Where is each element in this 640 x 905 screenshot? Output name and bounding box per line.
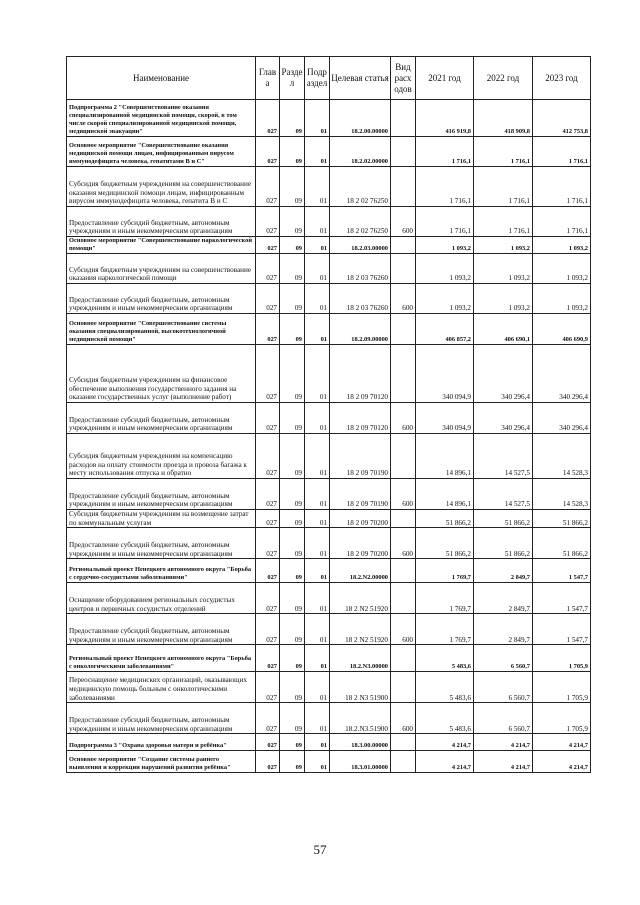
header-statya: Целевая статья [330,57,391,100]
row-glava: 027 [256,345,280,403]
row-2023: 51 866,2 [533,510,591,528]
row-podrazdel: 01 [305,559,330,583]
row-2021: 406 857,2 [416,314,474,345]
row-vid [391,314,416,345]
row-statya: 18 2 09 70200 [330,528,391,559]
row-vid [391,751,416,773]
header-2021: 2021 год [416,57,474,100]
row-2022: 1 093,2 [474,254,533,284]
row-2022: 6 560,7 [474,672,533,703]
row-2021: 1 093,2 [416,254,474,284]
row-2023: 1 716,1 [533,207,591,237]
table-row [67,672,591,703]
row-razdel: 09 [280,207,305,237]
row-2023: 406 690,9 [533,314,591,345]
row-razdel: 09 [280,100,305,137]
row-glava: 027 [256,614,280,645]
row-2023: 1 093,2 [533,237,591,254]
table-row [67,403,591,434]
table-row [67,100,591,137]
row-name: Предоставление субсидий бюджетным, автономным учреждениям и иным некоммерческим организациям [67,207,256,237]
row-2021: 416 919,8 [416,100,474,137]
row-2022: 2 849,7 [474,614,533,645]
row-2023: 340 296,4 [533,403,591,434]
row-podrazdel: 01 [305,434,330,479]
row-podrazdel: 01 [305,284,330,314]
row-podrazdel: 01 [305,734,330,751]
row-2021: 1 769,7 [416,583,474,614]
row-glava: 027 [256,167,280,207]
row-2023: 1 093,2 [533,284,591,314]
row-2022: 340 296,4 [474,403,533,434]
row-statya: 18 2 09 70190 [330,434,391,479]
row-2021: 1 716,1 [416,137,474,167]
row-vid [391,734,416,751]
row-razdel: 09 [280,434,305,479]
row-razdel: 09 [280,403,305,434]
row-vid [391,645,416,672]
table-row [67,614,591,645]
header-vid: Вид расх одов [391,57,416,100]
row-2022: 340 296,4 [474,345,533,403]
row-statya: 18 2 09 70200 [330,510,391,528]
row-2021: 1 769,7 [416,614,474,645]
row-razdel: 09 [280,167,305,207]
row-name: Субсидия бюджетным учреждениям на финансовое обеспечение выполнения государственного задания на оказание государственных услуг (выполнение работ) [67,345,256,403]
row-glava: 027 [256,314,280,345]
table-row [67,207,591,237]
row-name: Предоставление субсидий бюджетным, автономным учреждениям и иным некоммерческим организациям [67,703,256,734]
row-glava: 027 [256,479,280,510]
row-glava: 027 [256,434,280,479]
row-glava: 027 [256,583,280,614]
header-name: Наименование [67,57,256,100]
row-statya: 18.2.00.00000 [330,100,391,137]
row-vid [391,672,416,703]
row-2022: 14 527,5 [474,434,533,479]
row-razdel: 09 [280,314,305,345]
row-name: Основное мероприятие "Создание системы раннего выявления и коррекции нарушений развития ребёнка" [67,751,256,773]
row-name: Основное мероприятие "Совершенствование системы оказания специализированной, высокотехнологичной медицинской помощи" [67,314,256,345]
row-2021: 5 483,6 [416,672,474,703]
row-2022: 51 866,2 [474,510,533,528]
header-glava: Глав а [256,57,280,100]
table-header-row [67,57,591,100]
row-2023: 1 547,7 [533,583,591,614]
row-podrazdel: 01 [305,645,330,672]
row-2021: 340 094,9 [416,345,474,403]
row-2022: 51 866,2 [474,528,533,559]
row-2021: 4 214,7 [416,751,474,773]
row-vid: 600 [391,614,416,645]
row-glava: 027 [256,559,280,583]
row-glava: 027 [256,751,280,773]
budget-table [66,56,591,773]
table-row [67,559,591,583]
row-2021: 5 483,6 [416,703,474,734]
row-2021: 1 769,7 [416,559,474,583]
row-razdel: 09 [280,237,305,254]
table-row [67,734,591,751]
row-podrazdel: 01 [305,583,330,614]
row-razdel: 09 [280,137,305,167]
row-razdel: 09 [280,254,305,284]
row-podrazdel: 01 [305,137,330,167]
row-name: Субсидия бюджетным учреждениям на совершенствование оказания медицинской помощи лицам, инфицированным вирусом иммунодефицита человека, гепатита В и С [67,167,256,207]
header-2022: 2022 год [474,57,533,100]
row-vid: 600 [391,479,416,510]
row-name: Субсидия бюджетным учреждениям на совершенствование оказания наркологической помощи [67,254,256,284]
row-statya: 18 2 09 70120 [330,345,391,403]
table-row [67,479,591,510]
row-glava: 027 [256,100,280,137]
row-2023: 412 753,8 [533,100,591,137]
row-2023: 1 547,7 [533,559,591,583]
row-razdel: 09 [280,345,305,403]
row-podrazdel: 01 [305,403,330,434]
table-row [67,345,591,403]
row-razdel: 09 [280,734,305,751]
row-statya: 18.2.N3.51900 [330,703,391,734]
row-statya: 18 2 N2 51920 [330,614,391,645]
row-2023: 51 866,2 [533,528,591,559]
row-vid [391,237,416,254]
row-statya: 18.2.02.00000 [330,137,391,167]
row-vid [391,434,416,479]
table-row [67,284,591,314]
row-2022: 1 716,1 [474,137,533,167]
row-2022: 1 093,2 [474,237,533,254]
row-razdel: 09 [280,583,305,614]
row-name: Основное мероприятие "Совершенствование наркологической помощи" [67,237,256,254]
row-2021: 14 896,1 [416,479,474,510]
row-razdel: 09 [280,559,305,583]
row-2023: 4 214,7 [533,751,591,773]
row-glava: 027 [256,672,280,703]
row-2023: 1 093,2 [533,254,591,284]
header-podrazdel: Подр аздел [305,57,330,100]
row-2022: 2 849,7 [474,559,533,583]
row-glava: 027 [256,137,280,167]
row-glava: 027 [256,254,280,284]
row-podrazdel: 01 [305,510,330,528]
row-statya: 18.2.N3.00000 [330,645,391,672]
row-glava: 027 [256,284,280,314]
row-statya: 18.3.01.00000 [330,751,391,773]
row-2022: 2 849,7 [474,583,533,614]
row-vid: 600 [391,207,416,237]
row-razdel: 09 [280,284,305,314]
table-row [67,254,591,284]
table-row [67,167,591,207]
row-name: Региональный проект Ненецкого автономного округа "Борьба с онкологическими заболеваниями" [67,645,256,672]
row-name: Региональный проект Ненецкого автономного округа "Борьба с сердечно-сосудистыми заболеваниями" [67,559,256,583]
table-row [67,510,591,528]
row-statya: 18 2 03 76260 [330,284,391,314]
row-razdel: 09 [280,672,305,703]
row-name: Субсидия бюджетным учреждениям на возмещение затрат по коммунальным услугам [67,510,256,528]
row-statya: 18 2 02 76250 [330,207,391,237]
row-name: Предоставление субсидий бюджетным, автономным учреждениям и иным некоммерческим организациям [67,614,256,645]
row-2022: 406 690,1 [474,314,533,345]
row-podrazdel: 01 [305,528,330,559]
row-podrazdel: 01 [305,751,330,773]
row-name: Основное мероприятие "Совершенствование оказания медицинской помощи лицам, инфицированным вирусом иммунодефицита человека, гепатитами В и С" [67,137,256,167]
row-name: Оснащение оборудованием региональных сосудистых центров и первичных сосудистых отделений [67,583,256,614]
row-razdel: 09 [280,479,305,510]
row-glava: 027 [256,734,280,751]
row-glava: 027 [256,703,280,734]
row-glava: 027 [256,645,280,672]
row-podrazdel: 01 [305,479,330,510]
row-2022: 418 909,8 [474,100,533,137]
row-2023: 1 716,1 [533,137,591,167]
row-glava: 027 [256,528,280,559]
row-2022: 4 214,7 [474,734,533,751]
row-name: Предоставление субсидий бюджетным, автономным учреждениям и иным некоммерческим организациям [67,479,256,510]
row-razdel: 09 [280,703,305,734]
row-podrazdel: 01 [305,207,330,237]
table-row [67,751,591,773]
row-name: Предоставление субсидий бюджетным, автономным учреждениям и иным некоммерческим организациям [67,528,256,559]
row-2023: 1 547,7 [533,614,591,645]
row-statya: 18.2.03.00000 [330,237,391,254]
table-row [67,703,591,734]
row-podrazdel: 01 [305,703,330,734]
table-row [67,314,591,345]
row-name: Предоставление субсидий бюджетным, автономным учреждениям и иным некоммерческим организациям [67,403,256,434]
row-name: Субсидия бюджетным учреждениям на компенсацию расходов на оплату стоимости проезда и провоза багажа к месту использования отпуска и обратно [67,434,256,479]
row-razdel: 09 [280,528,305,559]
row-podrazdel: 01 [305,254,330,284]
row-podrazdel: 01 [305,345,330,403]
table-row [67,137,591,167]
header-2023: 2023 год [533,57,591,100]
row-razdel: 09 [280,645,305,672]
row-vid: 600 [391,528,416,559]
row-2022: 4 214,7 [474,751,533,773]
row-podrazdel: 01 [305,614,330,645]
row-vid: 600 [391,284,416,314]
table-row [67,583,591,614]
row-glava: 027 [256,403,280,434]
row-vid [391,254,416,284]
row-glava: 027 [256,510,280,528]
row-vid [391,510,416,528]
row-razdel: 09 [280,510,305,528]
row-name: Предоставление субсидий бюджетным, автономным учреждениям и иным некоммерческим организациям [67,284,256,314]
row-vid [391,137,416,167]
row-name: Подпрограмма 2 "Совершенствование оказания специализированной медицинской помощи, скорой, в том числе скорой специализированной медицинской помощи, медицинской эвакуации" [67,100,256,137]
row-statya: 18.3.00.00000 [330,734,391,751]
row-razdel: 09 [280,614,305,645]
table-row [67,237,591,254]
row-2023: 1 705,9 [533,645,591,672]
row-2021: 4 214,7 [416,734,474,751]
row-2021: 340 094,9 [416,403,474,434]
row-vid [391,167,416,207]
table-body [67,100,591,773]
table-row [67,434,591,479]
row-2022: 1 716,1 [474,167,533,207]
row-vid: 600 [391,403,416,434]
row-2023: 4 214,7 [533,734,591,751]
row-razdel: 09 [280,751,305,773]
row-statya: 18 2 N3 51900 [330,672,391,703]
row-2021: 1 093,2 [416,284,474,314]
row-2022: 6 560,7 [474,703,533,734]
row-statya: 18 2 N2 51920 [330,583,391,614]
row-vid: 600 [391,703,416,734]
table-row [67,528,591,559]
row-2021: 1 093,2 [416,237,474,254]
row-2023: 1 716,1 [533,167,591,207]
row-2021: 5 483,6 [416,645,474,672]
row-2021: 1 716,1 [416,207,474,237]
row-2022: 14 527,5 [474,479,533,510]
row-2021: 14 896,1 [416,434,474,479]
page-number: 57 [313,842,327,857]
row-2021: 1 716,1 [416,167,474,207]
row-2021: 51 866,2 [416,528,474,559]
row-glava: 027 [256,207,280,237]
row-statya: 18.2.09.00000 [330,314,391,345]
row-2022: 1 093,2 [474,284,533,314]
row-name: Переоснащение медицинских организаций, оказывающих медицинскую помощь больным с онкологическими заболеваниями [67,672,256,703]
row-2023: 1 705,9 [533,703,591,734]
row-statya: 18 2 09 70120 [330,403,391,434]
row-glava: 027 [256,237,280,254]
header-razdel: Разде л [280,57,305,100]
row-podrazdel: 01 [305,314,330,345]
row-vid [391,583,416,614]
row-2023: 1 705,9 [533,672,591,703]
row-podrazdel: 01 [305,167,330,207]
row-vid [391,345,416,403]
row-vid [391,559,416,583]
row-2022: 6 560,7 [474,645,533,672]
row-2023: 340 296,4 [533,345,591,403]
row-statya: 18.2.N2.00000 [330,559,391,583]
table-row [67,645,591,672]
row-vid [391,100,416,137]
row-statya: 18 2 09 70190 [330,479,391,510]
row-2021: 51 866,2 [416,510,474,528]
row-statya: 18 2 02 76250 [330,167,391,207]
row-podrazdel: 01 [305,237,330,254]
row-statya: 18 2 03 76260 [330,254,391,284]
row-name: Подпрограмма 3 "Охрана здоровья матери и ребёнка" [67,734,256,751]
row-2023: 14 528,3 [533,434,591,479]
row-2022: 1 716,1 [474,207,533,237]
row-podrazdel: 01 [305,672,330,703]
row-2023: 14 528,3 [533,479,591,510]
row-podrazdel: 01 [305,100,330,137]
